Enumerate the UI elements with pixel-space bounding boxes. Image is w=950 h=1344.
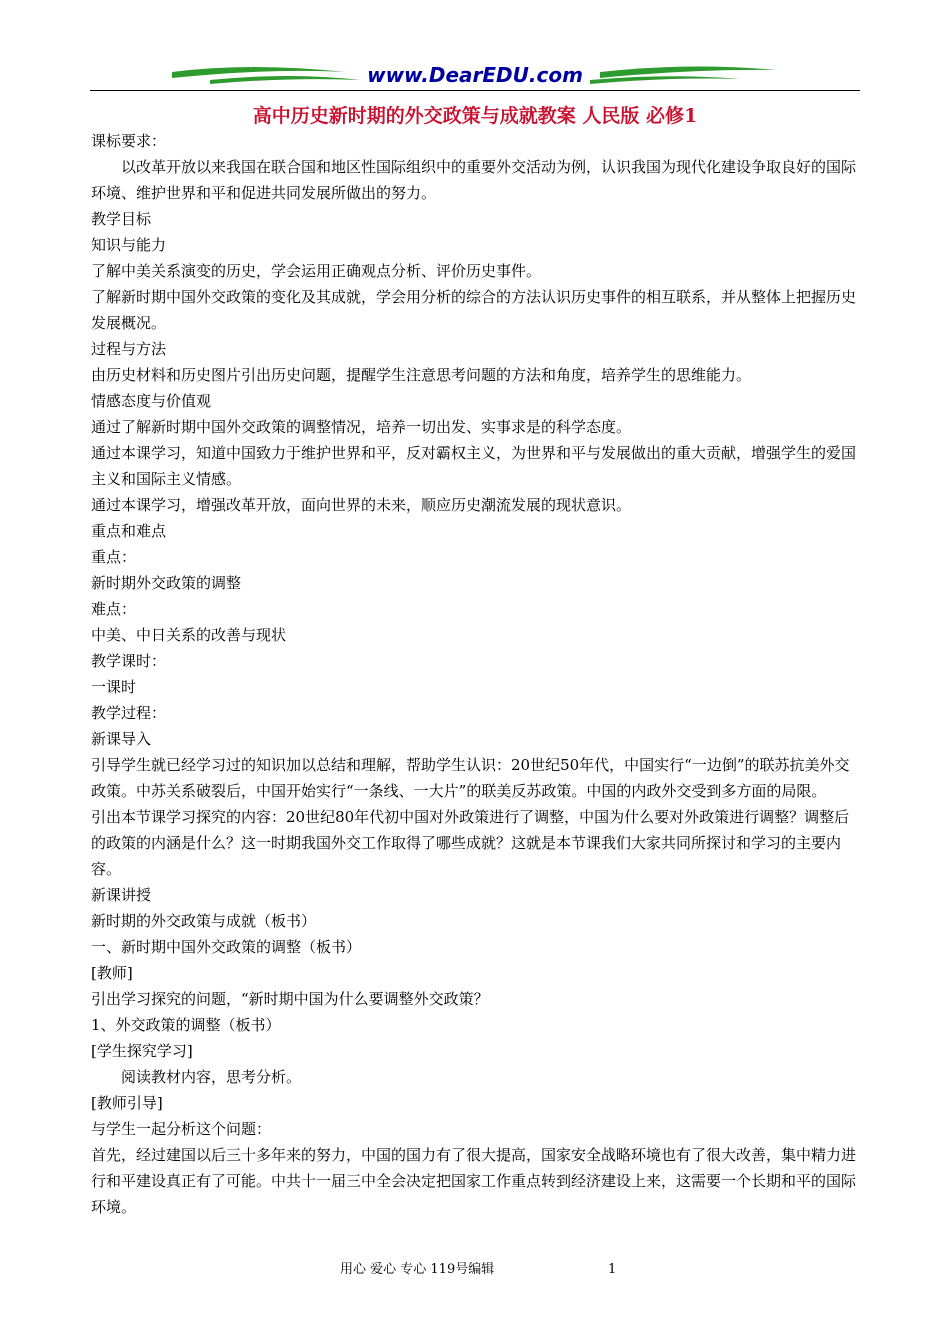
paragraph: 一、新时期中国外交政策的调整（板书）	[91, 938, 362, 956]
paragraph: 引出本节课学习探究的内容：20世纪80年代初中国对外政策进行了调整，中国为什么要对外政策进行调整？调整后的政策的内涵是什么？这一时期我国外交工作取得了哪些成就？这就是本节课我们大家共同所探讨和学习的主要内容。	[91, 808, 850, 878]
paragraph: 通过本课学习，知道中国致力于维护世界和平，反对霸权主义，为世界和平与发展做出的重大贡献，增强学生的爱国主义和国际主义情感。	[91, 444, 857, 488]
paragraph: 引出学习探究的问题，“新时期中国为什么要调整外交政策？	[91, 990, 489, 1008]
paragraph: 新课导入	[91, 730, 152, 748]
left-swoosh-lower	[210, 76, 360, 84]
paragraph: 通过本课学习，增强改革开放，面向世界的未来，顺应历史潮流发展的现状意识。	[91, 496, 632, 514]
paragraph: 一课时	[91, 678, 137, 696]
header-divider	[90, 90, 860, 91]
paragraph: [教师]	[91, 964, 133, 982]
document-title: 高中历史新时期的外交政策与成就教案 人民版 必修1	[252, 105, 698, 127]
footer-text: 用心 爱心 专心 119号编辑	[340, 1262, 495, 1277]
paragraph: [学生探究学习]	[91, 1042, 193, 1060]
paragraph: 新时期的外交政策与成就（板书）	[91, 912, 317, 930]
paragraph: 中美、中日关系的改善与现状	[91, 626, 287, 644]
paragraph: 难点：	[91, 600, 137, 618]
paragraph: 新课讲授	[91, 886, 152, 904]
paragraph: 通过了解新时期中国外交政策的调整情况，培养一切出发、实事求是的科学态度。	[91, 418, 632, 436]
paragraph: 引导学生就已经学习过的知识加以总结和理解，帮助学生认识：20世纪50年代，中国实行“一边倒”的联苏抗美外交政策。中苏关系破裂后，中国开始实行“一条线、一大片”的联美反苏政策。中国的内政外交受到多方面的局限。	[91, 756, 850, 800]
paragraph: 1、外交政策的调整（板书）	[91, 1016, 281, 1034]
paragraph: 重点和难点	[91, 522, 167, 540]
paragraph: 新时期外交政策的调整	[91, 574, 242, 592]
right-swoosh-lower	[590, 76, 740, 84]
document-body	[91, 128, 861, 1220]
paragraph: 教学课时：	[91, 652, 167, 670]
paragraph: 课标要求：	[91, 132, 167, 150]
paragraph: 阅读教材内容，思考分析。	[121, 1068, 302, 1086]
paragraph: 以改革开放以来我国在联合国和地区性国际组织中的重要外交活动为例，认识我国为现代化建设争取良好的国际环境、维护世界和平和促进共同发展所做出的努力。	[91, 158, 857, 202]
paragraph: 教学过程：	[91, 704, 167, 722]
page-footer	[0, 1258, 950, 1282]
site-logo-banner	[170, 60, 780, 92]
paragraph: [教师引导]	[91, 1094, 163, 1112]
page-number: 1	[608, 1262, 617, 1277]
paragraph: 教学目标	[91, 210, 152, 228]
paragraph: 与学生一起分析这个问题：	[91, 1120, 272, 1138]
paragraph: 由历史材料和历史图片引出历史问题，提醒学生注意思考问题的方法和角度，培养学生的思维能力。	[91, 366, 752, 384]
paragraph: 知识与能力	[91, 236, 167, 254]
paragraph: 了解新时期中国外交政策的变化及其成就，学会用分析的综合的方法认识历史事件的相互联系，并从整体上把握历史发展概况。	[91, 288, 857, 332]
paragraph: 情感态度与价值观	[91, 392, 212, 410]
paragraph: 首先，经过建国以后三十多年来的努力，中国的国力有了很大提高，国家安全战略环境也有了很大改善，集中精力进行和平建设真正有了可能。中共十一届三中全会决定把国家工作重点转到经济建设上来，这需要一个长期和平的国际环境。	[91, 1146, 857, 1216]
right-swoosh	[600, 66, 776, 78]
paragraph: 了解中美关系演变的历史，学会运用正确观点分析、评价历史事件。	[91, 262, 542, 280]
paragraph: 重点：	[91, 548, 137, 566]
paragraph: 过程与方法	[91, 340, 167, 358]
left-swoosh	[172, 67, 345, 78]
site-logo-text: www.DearEDU.com	[367, 63, 583, 87]
